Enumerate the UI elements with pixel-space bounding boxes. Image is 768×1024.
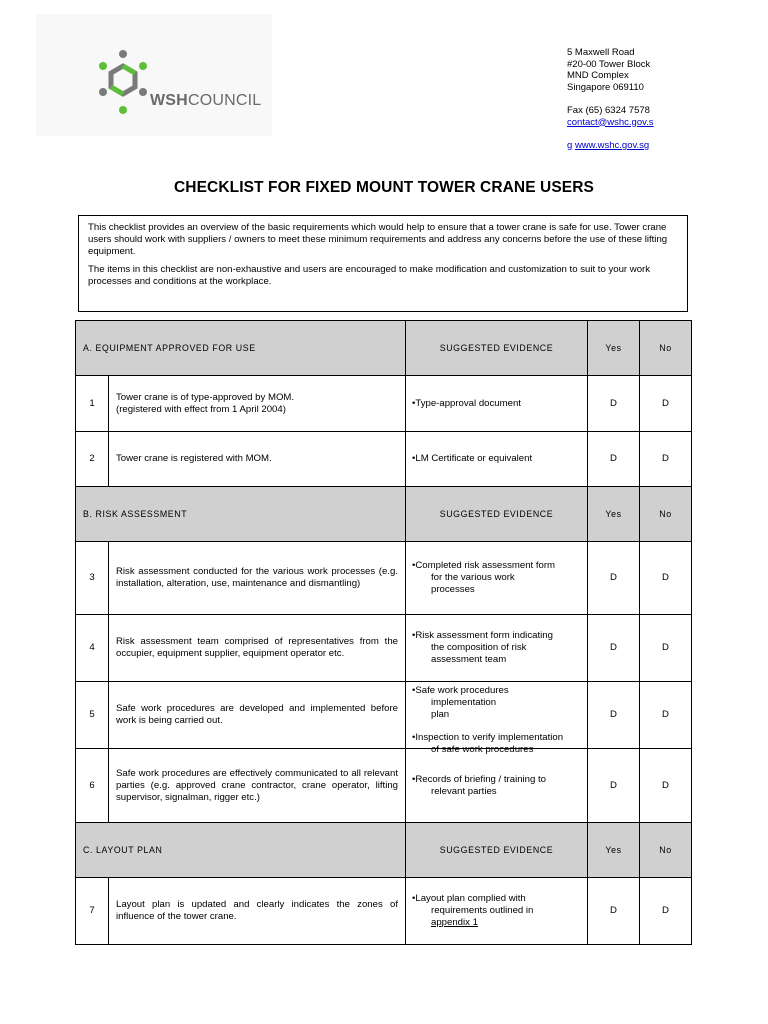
yes-checkbox[interactable]: D [588, 749, 640, 823]
yes-checkbox[interactable]: D [588, 542, 640, 615]
requirement-text: Safe work procedures are effectively communicated to all relevant parties (e.g. approved crane contractor, crane operator, lifting supervisor, signalman, rigger etc.) [109, 749, 406, 823]
requirement-text: Safe work procedures are developed and implemented before work is being carried out. [109, 682, 406, 749]
no-checkbox[interactable]: D [640, 542, 692, 615]
no-checkbox[interactable]: D [640, 682, 692, 749]
section-title: A. EQUIPMENT APPROVED FOR USE [76, 321, 406, 376]
section-title: C. LAYOUT PLAN [76, 823, 406, 878]
evidence-header: SUGGESTED EVIDENCE [406, 321, 588, 376]
email-link-continued[interactable]: g [567, 140, 573, 151]
contact-address [567, 47, 767, 152]
table-row [76, 432, 692, 487]
yes-checkbox[interactable]: D [588, 878, 640, 945]
intro-paragraph: The items in this checklist are non-exhaustive and users are encouraged to make modification and customization to suit to your work processes and conditions at the workplace. [88, 264, 651, 287]
no-header: No [640, 321, 692, 376]
no-checkbox[interactable]: D [640, 376, 692, 432]
row-number: 6 [76, 749, 109, 823]
requirement-text: Layout plan is updated and clearly indicates the zones of influence of the tower crane. [109, 878, 406, 945]
address-line: #20-00 Tower Block [567, 58, 651, 70]
email-link[interactable]: contact@wshc.gov.s [567, 116, 654, 128]
logo-wordmark: WSHCOUNCIL [150, 92, 262, 109]
no-checkbox[interactable]: D [640, 749, 692, 823]
address-line: 5 Maxwell Road [567, 47, 635, 58]
logo-area [36, 14, 272, 136]
section-header-row [76, 487, 692, 542]
evidence-text: •Safe work procedures implementation plan •Inspection to verify implementation of safe work procedures [406, 682, 588, 749]
evidence-text: •LM Certificate or equivalent [406, 432, 588, 487]
no-header: No [640, 487, 692, 542]
evidence-text: •Risk assessment form indicating the composition of risk assessment team [406, 615, 588, 682]
requirement-text: Tower crane is of type-approved by MOM. (registered with effect from 1 April 2004) [109, 376, 406, 432]
no-checkbox[interactable]: D [640, 432, 692, 487]
yes-checkbox[interactable]: D [588, 615, 640, 682]
requirement-text: Tower crane is registered with MOM. [109, 432, 406, 487]
no-checkbox[interactable]: D [640, 878, 692, 945]
yes-checkbox[interactable]: D [588, 682, 640, 749]
table-row [76, 749, 692, 823]
section-header-row [76, 823, 692, 878]
evidence-header: SUGGESTED EVIDENCE [406, 823, 588, 878]
table-row [76, 682, 692, 749]
intro-box [78, 215, 688, 312]
table-row [76, 376, 692, 432]
appendix-link[interactable]: appendix 1 [431, 917, 478, 928]
yes-checkbox[interactable]: D [588, 432, 640, 487]
evidence-text: •Layout plan complied with requirements outlined in appendix 1 [406, 878, 588, 945]
yes-header: Yes [588, 321, 640, 376]
website-link[interactable]: www.wshc.gov.sg [574, 140, 650, 151]
yes-header: Yes [588, 823, 640, 878]
section-title: B. RISK ASSESSMENT [76, 487, 406, 542]
table-row [76, 615, 692, 682]
no-header: No [640, 823, 692, 878]
table-row [76, 878, 692, 945]
address-line: Singapore 069110 [567, 81, 644, 93]
table-row [76, 542, 692, 615]
page-title: CHECKLIST FOR FIXED MOUNT TOWER CRANE USERS [174, 179, 594, 196]
row-number: 5 [76, 682, 109, 749]
fax-number: Fax (65) 6324 7578 [567, 105, 650, 116]
row-number: 3 [76, 542, 109, 615]
row-number: 7 [76, 878, 109, 945]
evidence-header: SUGGESTED EVIDENCE [406, 487, 588, 542]
evidence-text: •Completed risk assessment form for the various work processes [406, 542, 588, 615]
wsh-council-logo-icon [98, 48, 148, 116]
requirement-text: Risk assessment team comprised of representatives from the occupier, equipment supplier, equipment operator etc. [109, 615, 406, 682]
yes-checkbox[interactable]: D [588, 376, 640, 432]
evidence-text: •Type-approval document [406, 376, 588, 432]
intro-paragraph: This checklist provides an overview of the basic requirements which would help to ensure that a tower crane is safe for use. Tower crane users should work with suppliers / owners to meet these minimum requirements and address any concerns before the use of these lifting equipment. [88, 222, 668, 257]
row-number: 2 [76, 432, 109, 487]
checklist-table [75, 320, 692, 945]
row-number: 1 [76, 376, 109, 432]
no-checkbox[interactable]: D [640, 615, 692, 682]
requirement-text: Risk assessment conducted for the various work processes (e.g. installation, alteration, use, maintenance and dismantling) [109, 542, 406, 615]
row-number: 4 [76, 615, 109, 682]
evidence-text: •Records of briefing / training to relevant parties [406, 749, 588, 823]
section-header-row [76, 321, 692, 376]
yes-header: Yes [588, 487, 640, 542]
address-line: MND Complex [567, 70, 629, 81]
